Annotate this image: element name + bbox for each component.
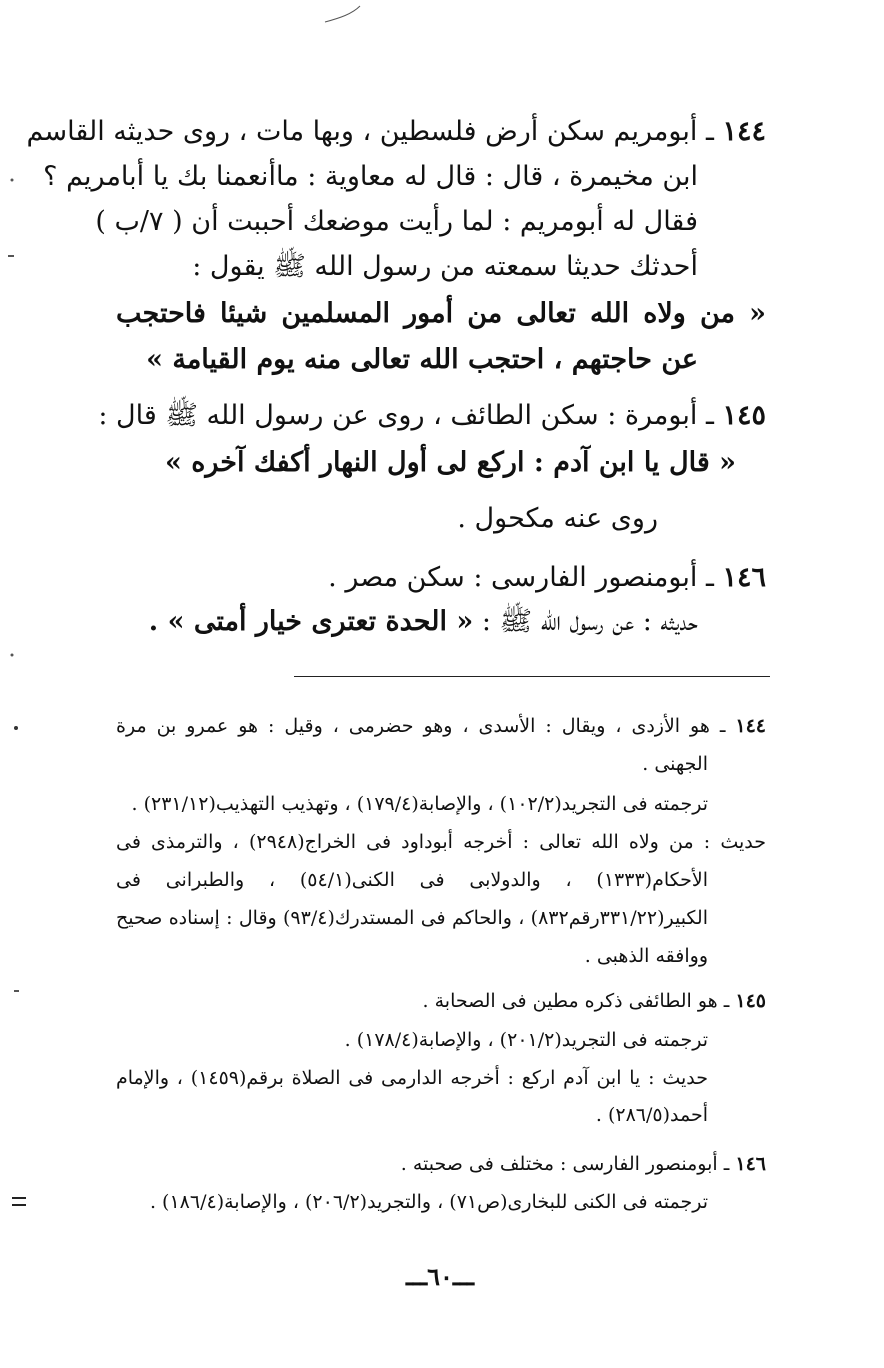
entry-144-line-2: ابن مخيمرة ، قال : قال له معاوية : ماأنعمنا بك يا أبامريم ؟ — [43, 161, 698, 192]
separator: ـ — [705, 116, 714, 147]
separator: ـ — [723, 1153, 730, 1175]
separator: ـ — [705, 400, 714, 431]
footnote-text: أبومنصور الفارسى : مختلف فى صحبته . — [400, 1153, 718, 1175]
entry-text: أبومريم سكن أرض فلسطين ، وبها مات ، روى حديثه القاسم — [26, 116, 698, 147]
entry-144-hadith-2: عن حاجتهم ، احتجب الله تعالى منه يوم القيامة » — [146, 344, 698, 375]
page-number-value: ٦٠ — [427, 1262, 453, 1291]
entry-144-line-3: فقال له أبومريم : لما رأيت موضعك أحببت أن ( ٧/ب ) — [95, 206, 698, 237]
footnote-text: هو الطائفى ذكره مطين فى الصحابة . — [422, 990, 718, 1012]
separator: ـ — [705, 562, 714, 593]
footnote-number: ١٤٤ — [735, 715, 767, 737]
footnote-144-line-6: الكبير(٣٣١/٢٢رقم٨٣٢) ، والحاكم فى المستدرك(٩٣/٤) وقال : إسناده صحيح — [116, 907, 708, 929]
entry-text: أبومرة : سكن الطائف ، روى عن رسول الله ﷺ قال : — [98, 400, 698, 431]
entry-number: ١٤٥ — [722, 400, 766, 431]
page-number — [380, 1262, 500, 1291]
footnote-number: ١٤٥ — [735, 990, 766, 1012]
footnote-144-line-1 — [116, 708, 766, 744]
footnote-144-line-4: حديث : من ولاه الله تعالى : أخرجه أبوداود فى الخراج(٢٩٤٨) ، والترمذى فى — [116, 831, 766, 853]
footnote-146-line-2: ترجمته فى الكنى للبخارى(ص٧١) ، والتجريد(٢٠٦/٢) ، والإصابة(١٨٦/٤) . — [149, 1191, 708, 1213]
separator: ـ — [723, 990, 730, 1012]
hadith-text: « الحدة تعترى خيار أمتى » . — [148, 606, 474, 637]
entry-145-after: روى عنه مكحول . — [457, 503, 658, 534]
footnote-number: ١٤٦ — [735, 1153, 766, 1175]
footnote-146-line-1 — [116, 1146, 766, 1182]
footnote-144-line-7: ووافقه الذهبى . — [584, 945, 708, 967]
hadith-prefix: حديثه : عن رسول الله ﷺ : — [481, 606, 698, 637]
footnote-text: هو الأزدى ، ويقال : الأسدى ، وهو حضرمى ، وقيل : هو عمرو بن مرة — [116, 715, 710, 737]
entry-text: أبومنصور الفارسى : سكن مصر . — [328, 562, 698, 593]
footnote-separator-rule — [294, 676, 770, 677]
footnote-145-line-2: ترجمته فى التجريد(٢٠١/٢) ، والإصابة(١٧٨/٤) . — [344, 1029, 708, 1051]
entry-144-line-4: أحدثك حديثا سمعته من رسول الله ﷺ يقول : — [192, 251, 698, 282]
page-number-dash-left: ـــ — [452, 1262, 474, 1291]
footnote-144-line-5: الأحكام(١٣٣٣) ، والدولابى فى الكنى(٥٤/١) ، والطبرانى فى — [116, 869, 708, 891]
entry-number: ١٤٦ — [722, 562, 766, 593]
entry-146-line-1 — [116, 556, 766, 600]
footnote-145-line-4: أحمد(٢٨٦/٥) . — [595, 1104, 708, 1126]
footnote-145-line-3: حديث : يا ابن آدم اركع : أخرجه الدارمى فى الصلاة برقم(١٤٥٩) ، والإمام — [116, 1067, 708, 1089]
entry-145-hadith: « قال يا ابن آدم : اركع لى أول النهار أكفك آخره » — [164, 447, 736, 478]
footnote-144-line-3: ترجمته فى التجريد(١٠٢/٢) ، والإصابة(١٧٩/٤) ، وتهذيب التهذيب(٢٣١/١٢) . — [131, 793, 708, 815]
entry-145-line-1 — [98, 394, 766, 438]
separator: ـ — [719, 715, 726, 737]
entry-144-line-1 — [26, 110, 766, 154]
page-number-dash-right: ـــ — [406, 1262, 428, 1291]
entry-144-hadith-1: « من ولاه الله تعالى من أمور المسلمين شيئا فاحتجب — [116, 298, 766, 329]
footnote-144-line-2: الجهنى . — [642, 753, 708, 775]
footnote-145-line-1 — [116, 983, 766, 1019]
entry-146-hadith-line — [98, 600, 698, 644]
entry-number: ١٤٤ — [722, 116, 766, 147]
